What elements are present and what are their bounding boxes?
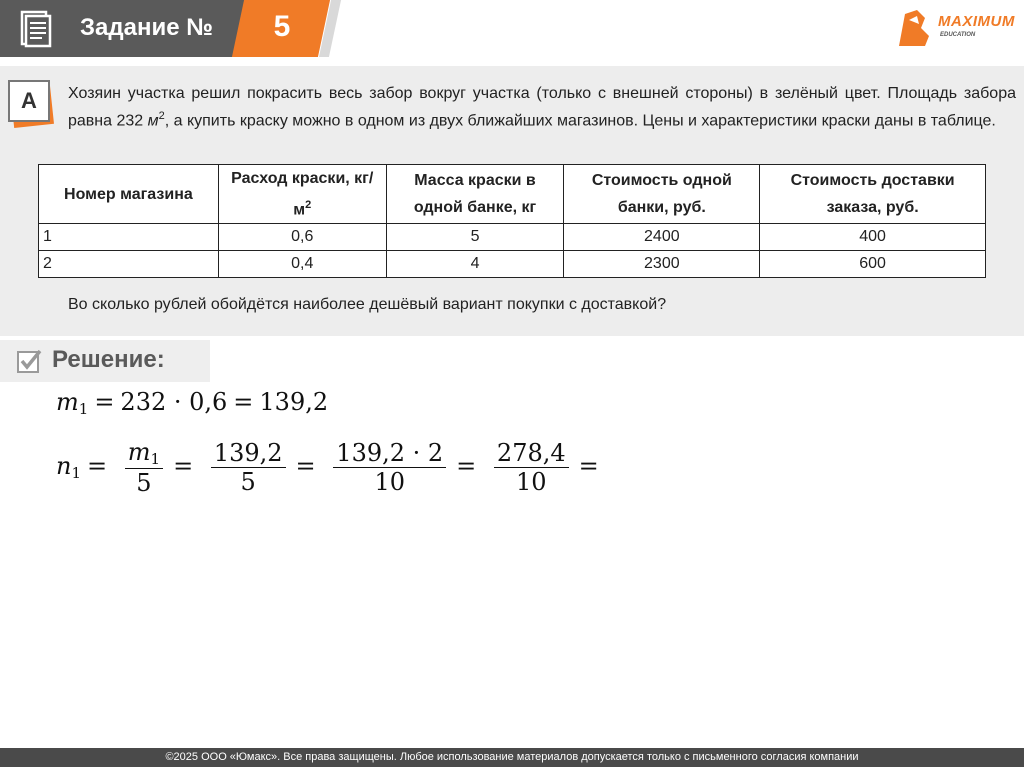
table-row bbox=[39, 224, 986, 251]
table-header-row bbox=[39, 165, 986, 224]
column-header: Расход краски, $кг/м^2$ bbox=[218, 165, 386, 224]
table-cell: 2400 bbox=[564, 224, 760, 251]
table-cell: 1 bbox=[39, 224, 219, 251]
task-number: 5 bbox=[273, 10, 291, 43]
solution-title: Решение: bbox=[52, 346, 165, 373]
task-badge bbox=[8, 80, 54, 126]
table-cell: 2300 bbox=[564, 251, 760, 278]
column-header: Номер магазина bbox=[39, 165, 219, 224]
fraction: $\frac{139,2 \cdot 2}{10}$ bbox=[333, 439, 446, 496]
task-question: Во сколько рублей обойдётся наиболее дешёвый вариант покупки с доставкой? bbox=[68, 296, 667, 313]
formula-line-1: $m_1 = 232 \cdot 0,6 = 139,2$ bbox=[56, 388, 329, 418]
column-header: Стоимость одной банки, руб. bbox=[564, 165, 760, 224]
table-cell: 600 bbox=[760, 251, 986, 278]
table-cell: 400 bbox=[760, 224, 986, 251]
page-title: Задание № bbox=[80, 14, 213, 41]
footer-copyright: ©2025 ООО «Юмакс». Все права защищены. Любое использование материалов допускается только с письменного согласия компании bbox=[0, 748, 1024, 767]
formula-line-2: $n_1$ = $\frac{m_1}{5}$ = $\frac{139,2}{5}$ = $\frac{139,2 \cdot 2}{10}$ = $\frac{278,4}{10}$ = bbox=[56, 438, 599, 497]
task-badge-letter: A bbox=[8, 80, 50, 122]
price-table bbox=[38, 164, 986, 278]
checkbox-checked-icon bbox=[16, 348, 42, 374]
column-header: Стоимость доставки заказа, руб. bbox=[760, 165, 986, 224]
logo-subtext: EDUCATION bbox=[940, 32, 976, 38]
table-cell: 0,4 bbox=[218, 251, 386, 278]
header bbox=[0, 0, 1024, 60]
table-cell: 2 bbox=[39, 251, 219, 278]
fraction: $\frac{278,4}{10}$ bbox=[494, 439, 569, 496]
fraction: $\frac{m_1}{5}$ bbox=[125, 438, 163, 497]
document-icon bbox=[20, 10, 52, 48]
table-cell: 5 bbox=[386, 224, 564, 251]
table-cell: 4 bbox=[386, 251, 564, 278]
fraction: $\frac{139,2}{5}$ bbox=[211, 439, 286, 496]
column-header: Масса краски в одной банке, кг bbox=[386, 165, 564, 224]
task-text: Хозяин участка решил покрасить весь забор вокруг участка (только с внешней стороны) в зелёный цвет. Площадь забора равна 232 $м^2$, а купить краску можно в одном из двух ближайших магазинов. Цены и характеристики краски даны в таблице. bbox=[68, 85, 1016, 130]
table-cell: 0,6 bbox=[218, 224, 386, 251]
table-row bbox=[39, 251, 986, 278]
logo-text: MAXIMUM bbox=[938, 13, 1015, 30]
